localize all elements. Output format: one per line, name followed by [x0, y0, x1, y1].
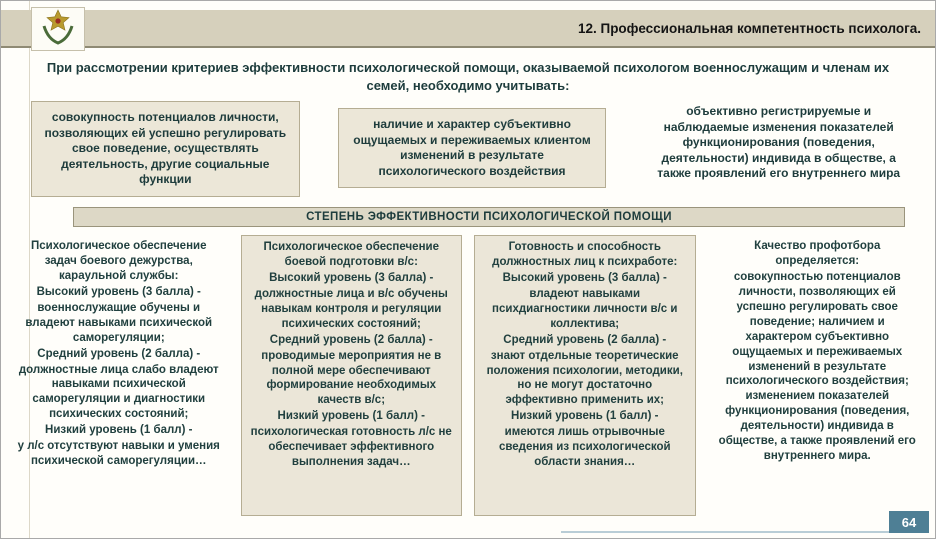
military-crest-icon — [38, 9, 78, 50]
column-text-run: Психологическое обеспечение боевой подготовки в/с: — [263, 241, 439, 268]
column-officials-readiness — [474, 235, 696, 516]
page-number-badge: 64 — [889, 511, 929, 533]
column-text-run: Низкий уровень (1 балл) - — [511, 410, 659, 423]
criteria-box-personal-potentials: совокупность потенциалов личности, позволяющих ей успешно регулировать свое поведение, осуществлять деятельность, другие социальные функции — [31, 101, 300, 197]
column-text-run: Качество профотбора определяется: — [754, 240, 881, 267]
column-text-run: Высокий уровень (3 балла) - — [502, 271, 667, 284]
column-text-run: у л/с отсутствуют навыки и умения психической саморегуляции… — [17, 440, 220, 468]
column-text-run: должностные лица и в/с обучены навыкам контроля и регуляции психических состояний; — [254, 287, 448, 330]
intro-text: При рассмотрении критериев эффективности психологической помощи, оказываемой психологом военнослужащим и членам их семей, необходимо учитывать: — [46, 60, 890, 93]
effectiveness-banner: СТЕПЕНЬ ЭФФЕКТИВНОСТИ ПСИХОЛОГИЧЕСКОЙ ПОМОЩИ — [73, 207, 905, 227]
column-text-run: проводимые мероприятия не в полной мере обеспечивают формирование необходимых качеств в/с; — [261, 349, 442, 407]
column-combat-training-support — [241, 235, 463, 516]
footer-line — [561, 531, 889, 533]
emblem-container — [31, 7, 85, 51]
column-text-run: Готовность и способность должностных лиц к психработе: — [492, 241, 678, 268]
column-text-run: военнослужащие обучены и владеют навыками психической саморегуляции; — [25, 301, 213, 344]
column-text-run: Средний уровень (2 балла) - — [37, 347, 201, 360]
column-text-run: Средний уровень (2 балла) - — [269, 333, 433, 346]
column-text-run: имеются лишь отрывочные сведения из психологической области знания… — [498, 426, 671, 469]
column-text-run: Психологическое обеспечение задач боевого дежурства, караульной службы: — [31, 240, 207, 282]
column-text-run: Высокий уровень (3 балла) - — [269, 271, 434, 284]
criteria-box-subjective-changes: наличие и характер субъективно ощущаемых и переживаемых клиентом изменений в результате психологического воздействия — [338, 108, 607, 188]
column-text-run: совокупностью потенциалов личности, позволяющих ей успешно регулировать свое поведение; наличием и характером субъективно ощущаемых и переживаемых изменений в результате психологического воздействия; изменением показателей функционирования (поведения, деятельности) индивида в обществе, а также проявлений его внутреннего мира. — [718, 270, 916, 463]
column-text-run: владеют навыками психдиагностики личности в/с и коллектива; — [492, 287, 678, 330]
slide-title: 12. Профессиональная компетентность психолога. — [577, 20, 921, 36]
columns-row — [9, 235, 927, 516]
column-combat-duty-support — [9, 235, 229, 516]
column-text-run: Средний уровень (2 балла) - — [503, 333, 667, 346]
column-text-run: Высокий уровень (3 балла) - — [36, 285, 201, 298]
criteria-boxes-row — [31, 101, 913, 197]
column-selection-quality — [708, 235, 928, 516]
column-text-run: психологическая готовность л/с не обеспечивает эффективного выполнения задач… — [250, 426, 452, 469]
column-text-run: Низкий уровень (1 балл) - — [45, 424, 193, 437]
column-text-run: Низкий уровень (1 балл) - — [277, 410, 425, 423]
column-text-run: знают отдельные теоретические положения психологии, методики, но не могут достаточно эффективно применить их; — [486, 349, 683, 407]
column-text-run: должностные лица слабо владеют навыками психической саморегуляции и диагностики психических состояний; — [18, 363, 219, 421]
criteria-box-objective-changes: объективно регистрируемые и наблюдаемые изменения показателей функционирования (поведения, деятельности) индивида в обществе, а также проявлений его внутреннего мира — [657, 104, 901, 181]
